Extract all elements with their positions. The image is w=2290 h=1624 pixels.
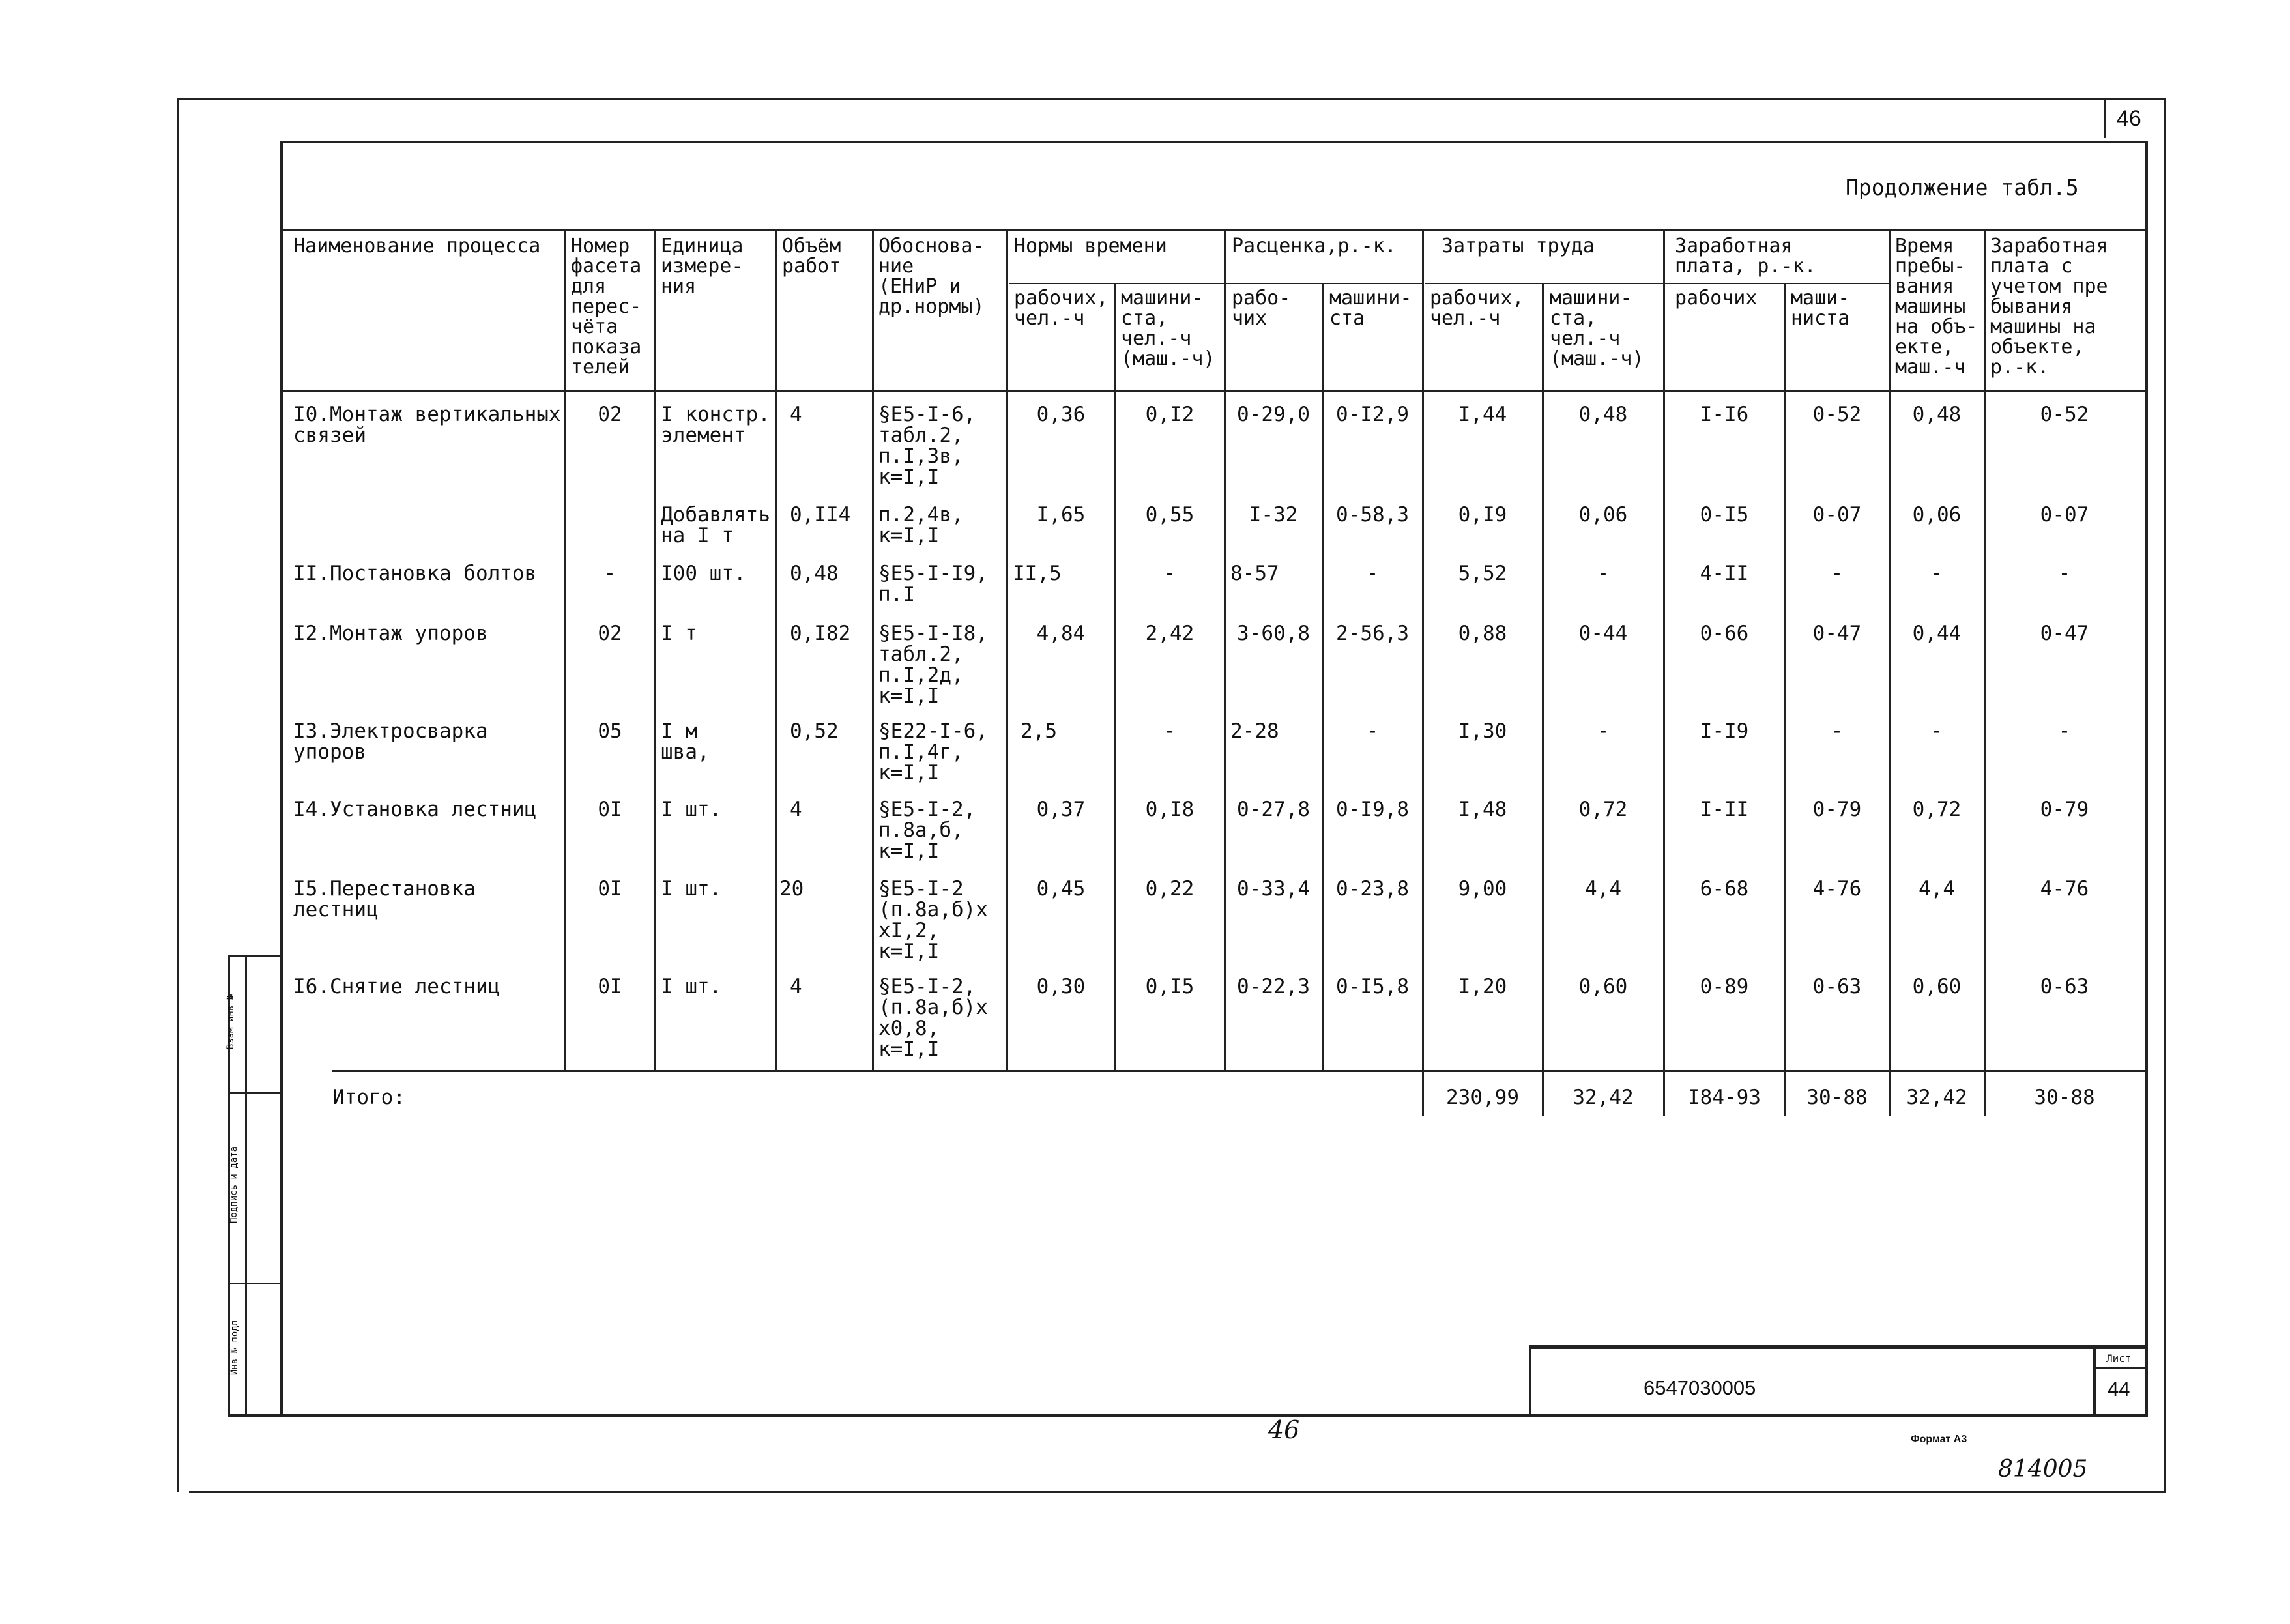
row13-process: I3.Электросварка упоров (293, 719, 488, 764)
row10b-time-m: 0,55 (1145, 503, 1195, 527)
row11-process: II.Постановка болтов (293, 562, 537, 585)
title-block-sheet-div (2093, 1349, 2096, 1415)
row13-volume: 0,52 (790, 719, 839, 743)
row10-time-w: 0,36 (1036, 403, 1086, 426)
header-facet: Номер фасета для перес- чёта показа телей (571, 235, 642, 379)
row16-mach-wage: 0-63 (2040, 975, 2089, 998)
row11-rate-m: - (1366, 562, 1379, 585)
row10b-mach-wage: 0-07 (2040, 503, 2089, 527)
row10-wage-w: I-I6 (1700, 403, 1749, 426)
row13-mach-time: - (1930, 719, 1943, 743)
header-labor-machinists: машини- ста, чел.-ч (маш.-ч) (1550, 287, 1644, 370)
row13-time-w: 2,5 (1021, 719, 1057, 743)
row15-volume: 20 (779, 877, 804, 901)
header-bottom-line (283, 390, 2147, 392)
row16-wage-w: 0-89 (1700, 975, 1749, 998)
row13-unit: I м шва, (661, 719, 710, 764)
doc-code: 6547030005 (1644, 1376, 1756, 1399)
rate-subline (1226, 283, 1422, 284)
row10b-volume: 0,II4 (790, 503, 851, 527)
row14-wage-m: 0-79 (1812, 798, 1862, 821)
side-stamp-sign: Подпись и дата (229, 1146, 240, 1224)
row14-mach-time: 0,72 (1912, 798, 1962, 821)
page-number-top: 46 (2117, 106, 2141, 131)
outer-frame-bottom (189, 1491, 2166, 1493)
row15-facet: 0I (598, 877, 622, 901)
header-rate-workers: рабо- чих (1232, 287, 1291, 330)
row15-rate-w: 0-33,4 (1237, 877, 1310, 901)
row12-facet: 02 (598, 622, 622, 645)
row10-unit: I констр. элемент (661, 403, 770, 447)
col-line-8 (1322, 284, 1324, 1070)
row13-rate-m: - (1366, 719, 1379, 743)
row10b-labor-m: 0,06 (1578, 503, 1628, 527)
row10b-rate-m: 0-58,3 (1336, 503, 1409, 527)
row12-unit: I т (661, 622, 697, 645)
row14-time-w: 0,37 (1036, 798, 1086, 821)
labor-subline (1425, 283, 1670, 284)
total-labor-m: 32,42 (1573, 1086, 1634, 1109)
row16-wage-m: 0-63 (1812, 975, 1862, 998)
row11-labor-m: - (1597, 562, 1610, 585)
row13-mach-wage: - (2058, 719, 2071, 743)
row11-rate-w: 8-57 (1230, 562, 1279, 585)
row16-time-w: 0,30 (1036, 975, 1086, 998)
row10b-labor-w: 0,I9 (1458, 503, 1507, 527)
row11-mach-wage: - (2058, 562, 2071, 585)
header-time-machinists: машини- ста, чел.-ч (маш.-ч) (1121, 287, 1215, 370)
row11-volume: 0,48 (790, 562, 839, 585)
row16-labor-m: 0,60 (1578, 975, 1628, 998)
total-wage-m: 30-88 (1806, 1086, 1868, 1109)
row10b-basis: п.2,4в, к=I,I (878, 503, 964, 547)
side-stamp-inv: Инв № подл (229, 1320, 240, 1376)
row10-volume: 4 (790, 403, 802, 426)
row13-facet: 05 (598, 719, 622, 743)
row12-mach-wage: 0-47 (2040, 622, 2089, 645)
side-stamp-div2 (228, 1092, 283, 1094)
outer-frame-left (177, 98, 179, 1492)
row15-time-w: 0,45 (1036, 877, 1086, 901)
row10b-wage-w: 0-I5 (1700, 503, 1749, 527)
col-line-4 (872, 229, 874, 1070)
col-line-6 (1114, 284, 1116, 1070)
inner-frame-bottom (228, 1414, 2148, 1417)
row10-rate-w: 0-29,0 (1237, 403, 1310, 426)
row12-basis: §Е5-I-I8, табл.2, п.I,2д, к=I,I (878, 622, 988, 708)
total-mach-time: 32,42 (1906, 1086, 1967, 1109)
row15-unit: I шт. (661, 877, 722, 901)
title-block-top (1529, 1345, 2145, 1349)
col-line-7 (1224, 229, 1226, 1070)
col-line-14 (1984, 229, 1986, 1116)
col-line-13 (1889, 229, 1891, 1116)
row15-mach-time: 4,4 (1919, 877, 1955, 901)
col-line-11 (1663, 229, 1665, 1116)
row10-labor-w: I,44 (1458, 403, 1507, 426)
row12-wage-m: 0-47 (1812, 622, 1862, 645)
row15-process: I5.Перестановка лестниц (293, 877, 476, 921)
row12-volume: 0,I82 (790, 622, 851, 645)
row15-rate-m: 0-23,8 (1336, 877, 1409, 901)
row14-facet: 0I (598, 798, 622, 821)
header-process: Наименование процесса (293, 235, 541, 257)
row16-time-m: 0,I5 (1145, 975, 1195, 998)
row14-rate-w: 0-27,8 (1237, 798, 1310, 821)
row10b-rate-w: I-32 (1249, 503, 1298, 527)
row14-labor-m: 0,72 (1578, 798, 1628, 821)
row10-wage-m: 0-52 (1812, 403, 1862, 426)
row11-wage-w: 4-II (1700, 562, 1749, 585)
row14-volume: 4 (790, 798, 802, 821)
inner-frame-right (2145, 141, 2148, 1417)
row12-labor-m: 0-44 (1578, 622, 1628, 645)
row16-mach-time: 0,60 (1912, 975, 1962, 998)
header-unit: Единица измере- ния (661, 235, 744, 298)
handwritten-code: 814005 (1998, 1456, 2088, 1483)
sheet-number: 44 (2108, 1378, 2130, 1400)
row10b-mach-time: 0,06 (1912, 503, 1962, 527)
row14-process: I4.Установка лестниц (293, 798, 537, 821)
col-line-5 (1006, 229, 1008, 1070)
time-norms-subline (1009, 283, 1225, 284)
col-line-10 (1542, 284, 1544, 1116)
row11-labor-w: 5,52 (1458, 562, 1507, 585)
row15-labor-m: 4,4 (1585, 877, 1621, 901)
row15-labor-w: 9,00 (1458, 877, 1507, 901)
row10-facet: 02 (598, 403, 622, 426)
total-wage-w: I84-93 (1688, 1086, 1761, 1109)
side-stamp-div1 (228, 955, 283, 957)
header-wage-workers: рабочих (1675, 287, 1758, 310)
row16-unit: I шт. (661, 975, 722, 998)
row14-mach-wage: 0-79 (2040, 798, 2089, 821)
row11-wage-m: - (1831, 562, 1844, 585)
header-rate-machinists: машини- ста (1329, 287, 1412, 330)
row16-basis: §Е5-I-2, (п.8а,б)х х0,8, к=I,I (878, 975, 988, 1061)
row14-labor-w: I,48 (1458, 798, 1507, 821)
outer-frame-top (177, 98, 2166, 100)
row15-wage-w: 6-68 (1700, 877, 1749, 901)
header-wage-machinists: маши- ниста (1791, 287, 1850, 330)
inner-frame-left (280, 141, 283, 1417)
row16-labor-w: I,20 (1458, 975, 1507, 998)
row10b-time-w: I,65 (1036, 503, 1086, 527)
table-top-line (283, 229, 2147, 231)
row13-wage-w: I-I9 (1700, 719, 1749, 743)
row13-labor-w: I,30 (1458, 719, 1507, 743)
row13-wage-m: - (1831, 719, 1844, 743)
row16-volume: 4 (790, 975, 802, 998)
sheet-label: Лист (2106, 1352, 2132, 1365)
row13-time-m: - (1163, 719, 1176, 743)
header-wage: Заработная плата, р.-к. (1675, 235, 1816, 278)
inner-frame-top (280, 141, 2148, 143)
header-labor: Затраты труда (1442, 235, 1595, 257)
row12-time-m: 2,42 (1145, 622, 1195, 645)
side-stamp-right (245, 955, 247, 1417)
header-machine-wage: Заработная плата с учетом пре бывания машины на объекте, р.-к. (1990, 235, 2108, 379)
page-number-divider (2104, 98, 2106, 138)
col-line-3 (775, 229, 777, 1070)
row10-basis: §Е5-I-6, табл.2, п.I,3в, к=I,I (878, 403, 976, 489)
header-time-workers: рабочих, чел.-ч (1014, 287, 1109, 330)
body-bottom-line (332, 1070, 2147, 1072)
title-block-sheet-hline (2096, 1367, 2145, 1369)
row11-basis: §Е5-I-I9, п.I (878, 562, 988, 606)
row12-labor-w: 0,88 (1458, 622, 1507, 645)
header-volume: Объём работ (782, 235, 841, 278)
row14-wage-w: I-II (1700, 798, 1749, 821)
row13-rate-w: 2-28 (1230, 719, 1279, 743)
wage-subline (1668, 283, 1890, 284)
row10-mach-time: 0,48 (1912, 403, 1962, 426)
table-caption: Продолжение табл.5 (1846, 175, 2079, 200)
row10-time-m: 0,I2 (1145, 403, 1195, 426)
header-basis: Обоснова- ние (ЕНиР и др.нормы) (878, 235, 985, 318)
row16-process: I6.Снятие лестниц (293, 975, 500, 998)
row15-time-m: 0,22 (1145, 877, 1195, 901)
header-time-norms: Нормы времени (1014, 235, 1167, 257)
row14-basis: §Е5-I-2, п.8а,б, к=I,I (878, 798, 976, 863)
row10-labor-m: 0,48 (1578, 403, 1628, 426)
row12-mach-time: 0,44 (1912, 622, 1962, 645)
header-rate: Расценка,р.-к. (1232, 235, 1397, 257)
row12-wage-w: 0-66 (1700, 622, 1749, 645)
total-mach-wage: 30-88 (2034, 1086, 2095, 1109)
row16-facet: 0I (598, 975, 622, 998)
total-label: Итого: (332, 1086, 405, 1109)
row12-time-w: 4,84 (1036, 622, 1086, 645)
row11-time-w: II,5 (1013, 562, 1062, 585)
row13-labor-m: - (1597, 719, 1610, 743)
row10-mach-wage: 0-52 (2040, 403, 2089, 426)
row10-rate-m: 0-I2,9 (1336, 403, 1409, 426)
col-line-1 (564, 229, 566, 1070)
outer-frame-right (2164, 98, 2166, 1492)
row12-rate-w: 3-60,8 (1237, 622, 1310, 645)
col-line-9 (1422, 229, 1424, 1116)
row14-time-m: 0,I8 (1145, 798, 1195, 821)
col-line-2 (654, 229, 656, 1070)
row11-time-m: - (1163, 562, 1176, 585)
row15-mach-wage: 4-76 (2040, 877, 2089, 901)
side-stamp-replace: Взам инв № (225, 994, 237, 1050)
row16-rate-w: 0-22,3 (1237, 975, 1310, 998)
row15-wage-m: 4-76 (1812, 877, 1862, 901)
col-line-12 (1784, 284, 1786, 1116)
header-machine-time: Время пребы- вания машины на объ- екте, маш.-ч (1895, 235, 1978, 379)
row10b-unit: Добавлять на I т (661, 503, 770, 547)
handwritten-page-number: 46 (1268, 1415, 1300, 1444)
row10b-wage-m: 0-07 (1812, 503, 1862, 527)
row12-rate-m: 2-56,3 (1336, 622, 1409, 645)
row10-process: I0.Монтаж вертикальных связей (293, 403, 561, 447)
row11-unit: I00 шт. (661, 562, 746, 585)
row11-mach-time: - (1930, 562, 1943, 585)
row12-process: I2.Монтаж упоров (293, 622, 488, 645)
side-stamp-div3 (228, 1283, 283, 1284)
row14-unit: I шт. (661, 798, 722, 821)
format-label: Формат А3 (1911, 1434, 1967, 1445)
header-labor-workers: рабочих, чел.-ч (1430, 287, 1524, 330)
total-labor-w: 230,99 (1446, 1086, 1519, 1109)
row11-facet: - (603, 562, 616, 585)
row15-basis: §Е5-I-2 (п.8а,б)х хI,2, к=I,I (878, 877, 988, 963)
row16-rate-m: 0-I5,8 (1336, 975, 1409, 998)
row14-rate-m: 0-I9,8 (1336, 798, 1409, 821)
title-block-left (1529, 1345, 1531, 1415)
row13-basis: §Е22-I-6, п.I,4г, к=I,I (878, 719, 988, 785)
